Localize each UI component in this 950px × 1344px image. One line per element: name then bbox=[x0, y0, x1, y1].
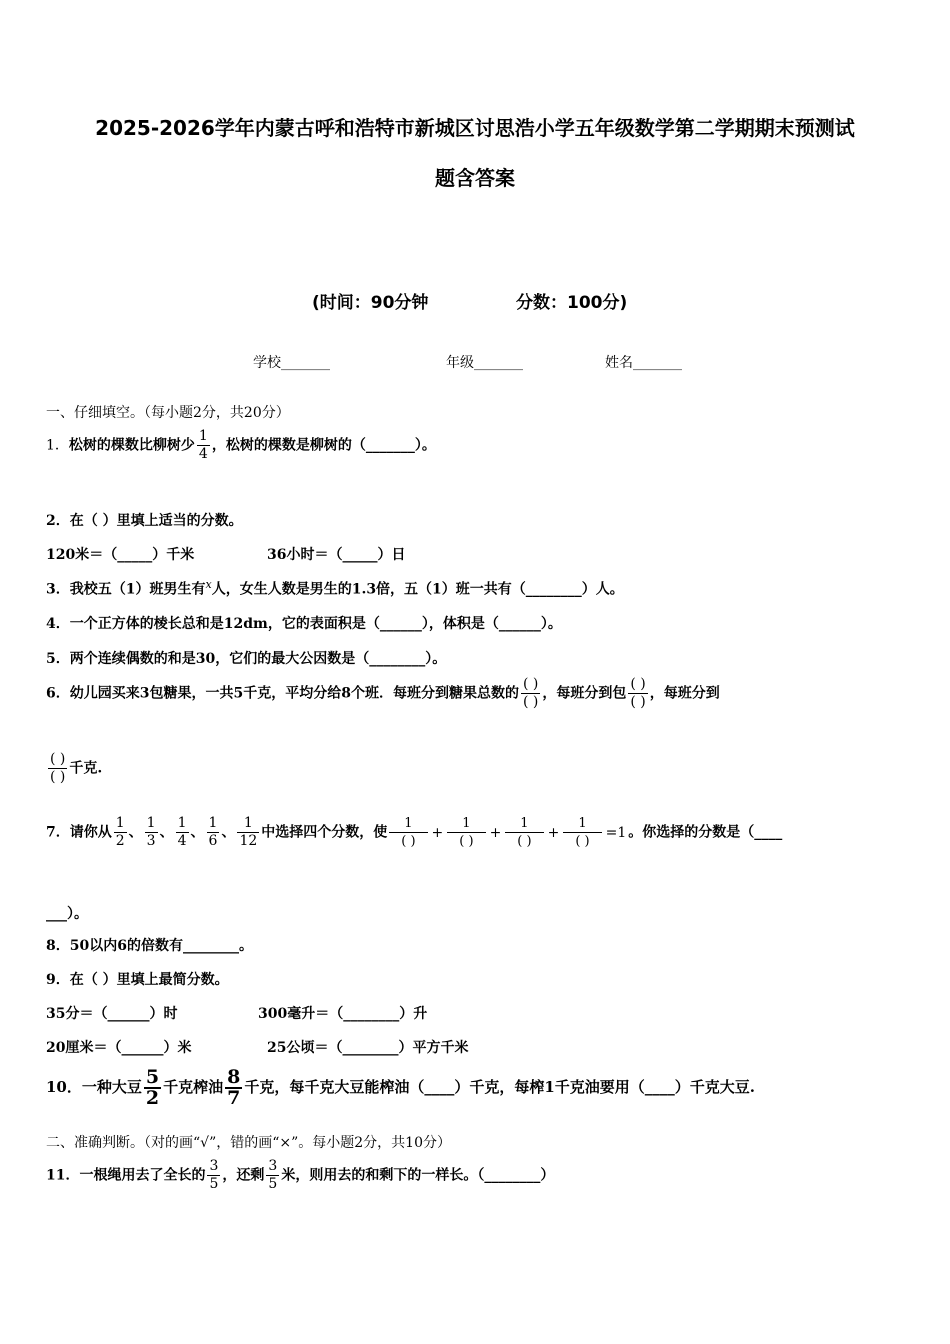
q6-text-mid: ，每班分到包 bbox=[542, 685, 627, 702]
document-title-line1: 2025-2026学年内蒙古呼和浩特市新城区讨思浩小学五年级数学第二学期期末预测试 bbox=[95, 116, 855, 140]
q7-equation-term: $\frac{1}{( )}$ bbox=[505, 815, 543, 850]
q11-fraction-2: $\frac{3}{5}$ bbox=[268, 1158, 278, 1192]
name-field: 姓名_______ bbox=[605, 355, 682, 371]
q7-separator: 、 bbox=[128, 824, 143, 841]
section2-heading: 二、准确判断。（对的画“√”，错的画“×”。每小题2分，共10分） bbox=[46, 1135, 452, 1151]
question-8: 8．50以内6的倍数有________。 bbox=[46, 938, 253, 954]
document-title-line2: 题含答案 bbox=[435, 166, 515, 190]
question-1 bbox=[46, 428, 436, 463]
q9-part-a: 35分＝（______）时 bbox=[46, 1006, 178, 1022]
q9-part-d: 25公顷＝（________）平方千米 bbox=[267, 1040, 469, 1056]
question-9: 9．在（ ）里填上最简分数。 bbox=[46, 972, 229, 988]
q7-text-post: 。你选择的分数是（____ bbox=[628, 824, 783, 841]
q10-fraction-1: $\frac{5}{2}$ bbox=[145, 1066, 160, 1109]
q3-variable: x bbox=[205, 578, 212, 591]
q7-plus: + bbox=[547, 824, 560, 841]
q11-text-pre: 11．一根绳用去了全长的 bbox=[46, 1167, 206, 1184]
question-7 bbox=[46, 815, 782, 850]
q11-text-mid: ，还剩 bbox=[222, 1167, 265, 1184]
school-field: 学校_______ bbox=[253, 355, 330, 371]
question-11 bbox=[46, 1158, 554, 1193]
question-6 bbox=[46, 676, 720, 711]
q7-separator: 、 bbox=[221, 824, 236, 841]
q7-equation-term: $\frac{1}{( )}$ bbox=[563, 815, 601, 850]
q2-part-a: 120米＝（_____）千米 bbox=[46, 547, 195, 563]
q6-text-pre: 6．幼儿园买来3包糖果，一共5千克，平均分给8个班．每班分到糖果总数的 bbox=[46, 685, 519, 702]
q7-option-fraction: $\frac{1}{2}$ bbox=[115, 815, 125, 849]
q6-text-post: ，每班分到 bbox=[649, 685, 720, 702]
q9-part-b: 300毫升＝（________）升 bbox=[258, 1006, 428, 1022]
q7-text-pre: 7．请你从 bbox=[46, 824, 112, 841]
q1-text-post: ，松树的棵数是柳树的（_______）。 bbox=[211, 437, 436, 454]
q11-text-post: 米，则用去的和剩下的一样长。（________） bbox=[281, 1167, 555, 1184]
q10-fraction-2: $\frac{8}{7}$ bbox=[227, 1066, 241, 1109]
q10-text-post: 千克，每千克大豆能榨油（____）千克，每榨1千克油要用（____）千克大豆. bbox=[244, 1078, 756, 1096]
score-info: 分数：100分) bbox=[516, 293, 628, 313]
q7-equation-term: $\frac{1}{( )}$ bbox=[389, 815, 427, 850]
q6-unit: 千克. bbox=[69, 760, 103, 777]
question-2: 2．在（ ）里填上适当的分数。 bbox=[46, 513, 243, 529]
q2-part-b: 36小时＝（_____）日 bbox=[267, 547, 406, 563]
q7-equals-one: =1 bbox=[605, 824, 627, 841]
q7-plus: + bbox=[489, 824, 502, 841]
time-info: (时间：90分钟 bbox=[312, 293, 429, 313]
q7-equation-term: $\frac{1}{( )}$ bbox=[447, 815, 485, 850]
q6-blank-fraction-2: $\frac{( )}{( )}$ bbox=[630, 676, 646, 710]
q7-option-fraction: $\frac{1}{3}$ bbox=[146, 815, 156, 849]
q3-text-pre: 3．我校五（1）班男生有 bbox=[46, 581, 206, 598]
q1-number: 1． bbox=[46, 437, 69, 454]
q3-text-post: 人，女生人数是男生的1.3倍，五（1）班一共有（________）人。 bbox=[211, 581, 624, 598]
question-4: 4．一个正方体的棱长总和是12dm，它的表面积是（______），体积是（______）。 bbox=[46, 616, 562, 632]
q6-blank-fraction-1: $\frac{( )}{( )}$ bbox=[522, 676, 539, 710]
q9-part-c: 20厘米＝（______）米 bbox=[46, 1040, 192, 1056]
section1-heading: 一、仔细填空。（每小题2分，共20分） bbox=[46, 405, 290, 421]
q6-blank-fraction-3: $\frac{( )}{( )}$ bbox=[50, 751, 66, 785]
q1-text-pre: 松树的棵数比柳树少 bbox=[68, 437, 195, 454]
q6-continuation bbox=[46, 751, 102, 786]
question-5: 5．两个连续偶数的和是30，它们的最大公因数是（________）。 bbox=[46, 651, 447, 667]
q7-option-fraction: $\frac{1}{4}$ bbox=[177, 815, 187, 849]
q7-continuation: ___）。 bbox=[46, 906, 88, 922]
q7-option-fraction: $\frac{1}{6}$ bbox=[208, 815, 218, 849]
q7-option-fraction: $\frac{1}{12}$ bbox=[239, 815, 258, 849]
q7-separator: 、 bbox=[190, 824, 205, 841]
q10-text-pre: 10．一种大豆 bbox=[46, 1078, 142, 1096]
q1-fraction: $\frac{1}{4}$ bbox=[198, 428, 208, 462]
q11-fraction-1: $\frac{3}{5}$ bbox=[209, 1158, 219, 1192]
q7-separator: 、 bbox=[159, 824, 174, 841]
question-3 bbox=[46, 578, 624, 599]
grade-field: 年级_______ bbox=[446, 355, 523, 371]
q7-plus: + bbox=[431, 824, 444, 841]
question-10 bbox=[46, 1068, 755, 1108]
q10-text-mid: 千克榨油 bbox=[163, 1078, 224, 1096]
q7-text-mid: 中选择四个分数，使 bbox=[261, 824, 388, 841]
